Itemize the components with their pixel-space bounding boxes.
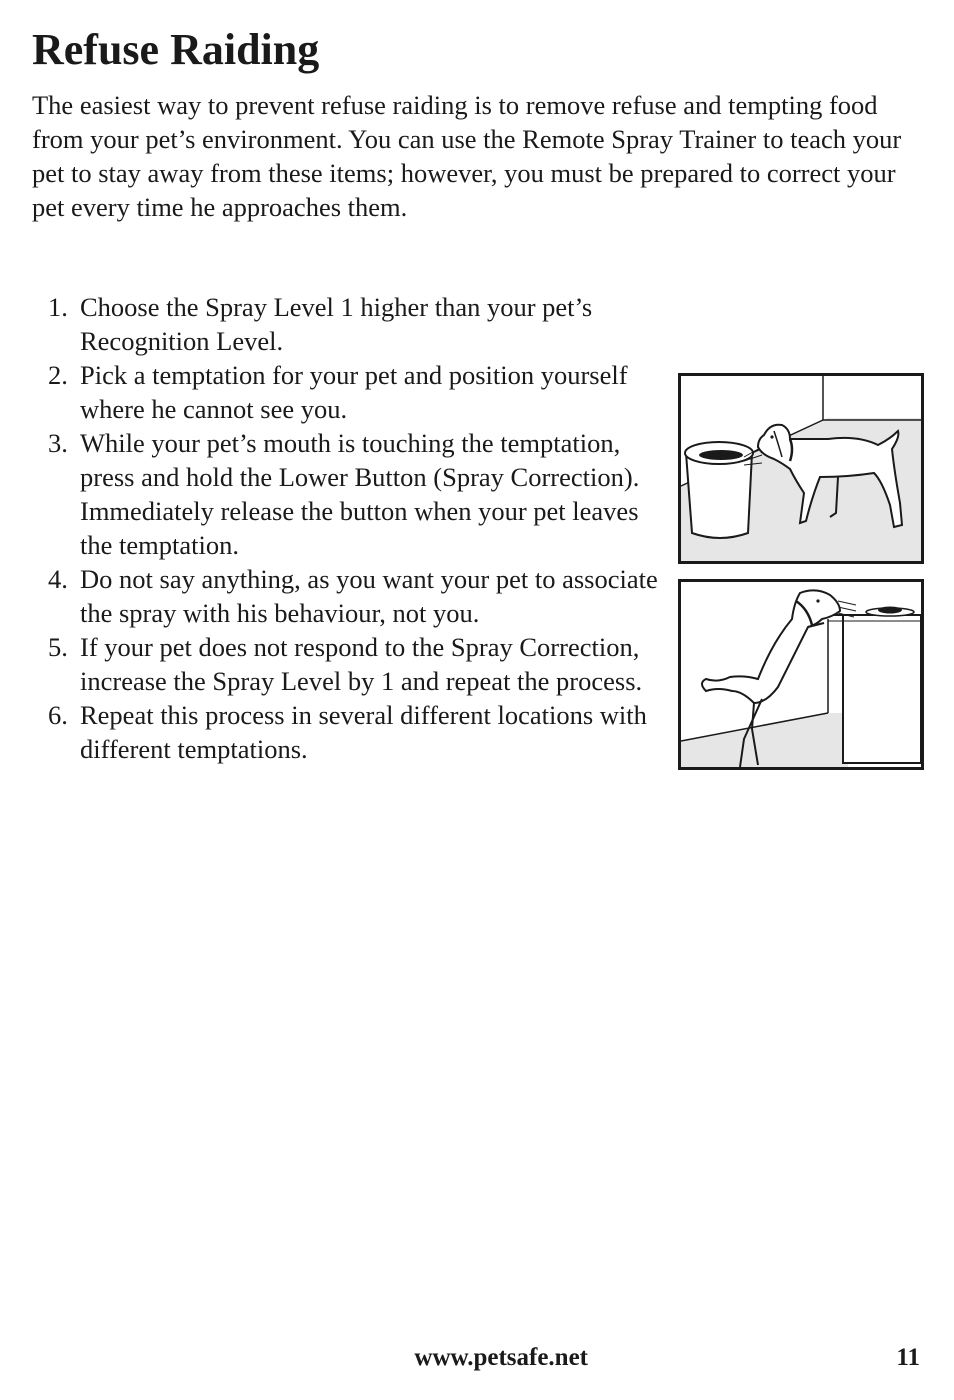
list-item	[0, 426, 665, 562]
list-item	[0, 630, 665, 698]
list-item	[0, 290, 665, 358]
step-number: 1.	[48, 292, 68, 322]
list-item	[0, 698, 665, 766]
steps-list	[0, 290, 665, 766]
list-item	[0, 358, 665, 426]
step-number: 6.	[48, 700, 68, 730]
list-item	[0, 562, 665, 630]
step-text: Repeat this process in several different locations with different temptations.	[80, 700, 647, 764]
step-number: 4.	[48, 564, 68, 594]
page-title: Refuse Raiding	[32, 25, 320, 74]
step-text: While your pet’s mouth is touching the temptation, press and hold the Lower Button (Spray Correction). Immediately release the button when your pet leaves the temptation.	[80, 428, 640, 560]
intro-paragraph: The easiest way to prevent refuse raiding is to remove refuse and tempting food from your pet’s environment. You can use the Remote Spray Trainer to teach your pet to stay away from these items; however, you must be prepared to correct your pet every time he approaches them.	[32, 90, 902, 222]
dog-counter-icon	[678, 579, 924, 770]
dog-counter-illustration	[678, 579, 924, 770]
dog-trash-can-illustration	[678, 373, 924, 564]
step-number: 2.	[48, 360, 68, 390]
step-text: If your pet does not respond to the Spray Correction, increase the Spray Level by 1 and repeat the process.	[80, 632, 643, 696]
step-number: 3.	[48, 428, 68, 458]
step-text: Do not say anything, as you want your pet to associate the spray with his behaviour, not you.	[80, 564, 658, 628]
step-number: 5.	[48, 632, 68, 662]
dog-trash-can-icon	[678, 373, 924, 564]
step-text: Choose the Spray Level 1 higher than your pet’s Recognition Level.	[80, 292, 593, 356]
page-number: 11	[896, 1344, 920, 1371]
footer-website: www.petsafe.net	[414, 1344, 588, 1371]
step-text: Pick a temptation for your pet and position yourself where he cannot see you.	[80, 360, 628, 424]
